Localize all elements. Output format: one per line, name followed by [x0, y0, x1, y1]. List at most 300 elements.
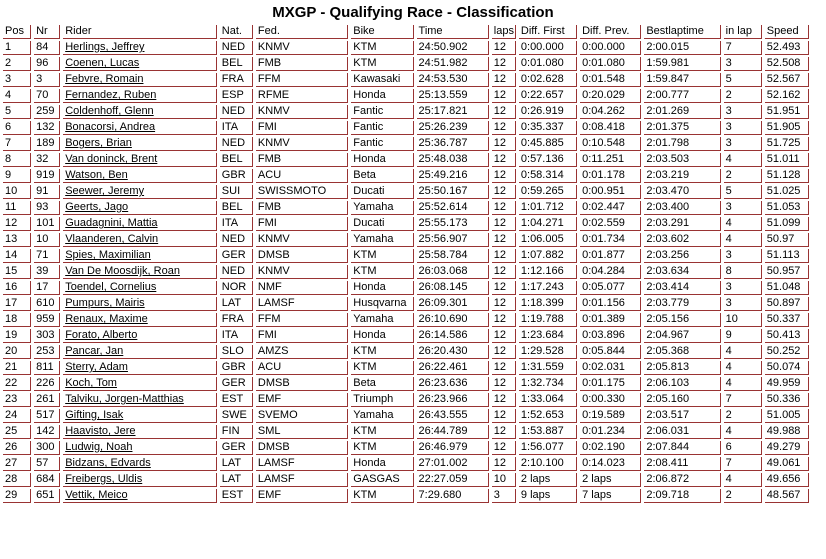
speed-cell: 52.162 [765, 89, 809, 103]
bestlaptime-cell: 2:06.103 [644, 377, 720, 391]
bike-cell: KTM [351, 489, 413, 503]
bike-cell: Husqvarna [351, 297, 413, 311]
speed-cell: 51.905 [765, 121, 809, 135]
table-row [3, 89, 809, 103]
col-header-diff-prev: Diff. Prev. [580, 25, 641, 39]
rider-link[interactable]: Sterry, Adam [63, 361, 217, 375]
rider-link[interactable]: Bidzans, Edvards [63, 457, 217, 471]
nr-cell: 189 [34, 137, 60, 151]
diff-prev-cell: 0:01.156 [580, 297, 641, 311]
pos-cell: 16 [3, 281, 31, 295]
speed-cell: 49.988 [765, 425, 809, 439]
diff-first-cell: 1:12.166 [519, 265, 577, 279]
laps-cell: 12 [492, 249, 516, 263]
bike-cell: Honda [351, 89, 413, 103]
diff-prev-cell: 7 laps [580, 489, 641, 503]
bestlaptime-cell: 2:03.470 [644, 185, 720, 199]
pos-cell: 24 [3, 409, 31, 423]
diff-prev-cell: 0:01.178 [580, 169, 641, 183]
rider-link[interactable]: Gifting, Isak [63, 409, 217, 423]
rider-link[interactable]: Pumpurs, Mairis [63, 297, 217, 311]
laps-cell: 12 [492, 361, 516, 375]
speed-cell: 50.252 [765, 345, 809, 359]
in-lap-cell: 3 [724, 281, 762, 295]
table-row [3, 73, 809, 87]
laps-cell: 10 [492, 473, 516, 487]
nat-cell: BEL [220, 201, 253, 215]
diff-first-cell: 0:35.337 [519, 121, 577, 135]
pos-cell: 1 [3, 41, 31, 55]
nr-cell: 300 [34, 441, 60, 455]
in-lap-cell: 4 [724, 425, 762, 439]
rider-link[interactable]: Fernandez, Ruben [63, 89, 217, 103]
col-header-pos: Pos [3, 25, 31, 39]
rider-link[interactable]: Forato, Alberto [63, 329, 217, 343]
nr-cell: 10 [34, 233, 60, 247]
speed-cell: 49.061 [765, 457, 809, 471]
diff-first-cell: 1:33.064 [519, 393, 577, 407]
time-cell: 25:49.216 [417, 169, 489, 183]
bike-cell: Honda [351, 457, 413, 471]
pos-cell: 21 [3, 361, 31, 375]
diff-prev-cell: 0:19.589 [580, 409, 641, 423]
rider-link[interactable]: Pancar, Jan [63, 345, 217, 359]
col-header-nat: Nat. [220, 25, 253, 39]
bestlaptime-cell: 2:03.779 [644, 297, 720, 311]
in-lap-cell: 2 [724, 489, 762, 503]
rider-link[interactable]: Vettik, Meico [63, 489, 217, 503]
nat-cell: EST [220, 489, 253, 503]
time-cell: 26:22.461 [417, 361, 489, 375]
nat-cell: BEL [220, 153, 253, 167]
laps-cell: 12 [492, 153, 516, 167]
fed-cell: SML [256, 425, 348, 439]
time-cell: 25:52.614 [417, 201, 489, 215]
speed-cell: 51.725 [765, 137, 809, 151]
nr-cell: 959 [34, 313, 60, 327]
bike-cell: Fantic [351, 137, 413, 151]
nat-cell: GER [220, 249, 253, 263]
results-body [3, 41, 809, 503]
laps-cell: 12 [492, 281, 516, 295]
bestlaptime-cell: 2:03.602 [644, 233, 720, 247]
in-lap-cell: 4 [724, 345, 762, 359]
nat-cell: NED [220, 265, 253, 279]
pos-cell: 4 [3, 89, 31, 103]
in-lap-cell: 3 [724, 249, 762, 263]
diff-prev-cell: 0:01.080 [580, 57, 641, 71]
table-row [3, 425, 809, 439]
time-cell: 25:13.559 [417, 89, 489, 103]
table-row [3, 217, 809, 231]
nat-cell: GER [220, 377, 253, 391]
bestlaptime-cell: 2:03.400 [644, 201, 720, 215]
speed-cell: 52.493 [765, 41, 809, 55]
table-row [3, 249, 809, 263]
fed-cell: FMB [256, 57, 348, 71]
bike-cell: KTM [351, 57, 413, 71]
table-row [3, 345, 809, 359]
fed-cell: LAMSF [256, 457, 348, 471]
nat-cell: FRA [220, 313, 253, 327]
bike-cell: Beta [351, 169, 413, 183]
nr-cell: 261 [34, 393, 60, 407]
speed-cell: 49.959 [765, 377, 809, 391]
diff-prev-cell: 0:02.190 [580, 441, 641, 455]
table-row [3, 41, 809, 55]
speed-cell: 51.011 [765, 153, 809, 167]
laps-cell: 12 [492, 121, 516, 135]
laps-cell: 12 [492, 217, 516, 231]
rider-link[interactable]: Febvre, Romain [63, 73, 217, 87]
laps-cell: 3 [492, 489, 516, 503]
bike-cell: Honda [351, 153, 413, 167]
time-cell: 26:08.145 [417, 281, 489, 295]
nat-cell: NOR [220, 281, 253, 295]
speed-cell: 50.897 [765, 297, 809, 311]
nr-cell: 303 [34, 329, 60, 343]
nr-cell: 517 [34, 409, 60, 423]
pos-cell: 12 [3, 217, 31, 231]
table-row [3, 265, 809, 279]
in-lap-cell: 4 [724, 377, 762, 391]
diff-first-cell: 1:32.734 [519, 377, 577, 391]
nat-cell: NED [220, 233, 253, 247]
diff-first-cell: 1:29.528 [519, 345, 577, 359]
diff-first-cell: 0:59.265 [519, 185, 577, 199]
fed-cell: DMSB [256, 441, 348, 455]
speed-cell: 50.957 [765, 265, 809, 279]
laps-cell: 12 [492, 329, 516, 343]
in-lap-cell: 2 [724, 89, 762, 103]
bestlaptime-cell: 2:03.634 [644, 265, 720, 279]
bike-cell: Yamaha [351, 313, 413, 327]
table-row [3, 313, 809, 327]
diff-first-cell: 9 laps [519, 489, 577, 503]
in-lap-cell: 4 [724, 233, 762, 247]
bike-cell: Kawasaki [351, 73, 413, 87]
rider-link[interactable]: Bogers, Brian [63, 137, 217, 151]
rider-link[interactable]: Guadagnini, Mattia [63, 217, 217, 231]
nr-cell: 32 [34, 153, 60, 167]
rider-link[interactable]: Renaux, Maxime [63, 313, 217, 327]
diff-prev-cell: 0:05.077 [580, 281, 641, 295]
laps-cell: 12 [492, 201, 516, 215]
rider-link[interactable]: Geerts, Jago [63, 201, 217, 215]
bike-cell: Honda [351, 281, 413, 295]
table-row [3, 201, 809, 215]
header-row [3, 25, 809, 39]
nr-cell: 93 [34, 201, 60, 215]
fed-cell: EMF [256, 489, 348, 503]
rider-link[interactable]: Vlaanderen, Calvin [63, 233, 217, 247]
laps-cell: 12 [492, 393, 516, 407]
fed-cell: ACU [256, 169, 348, 183]
rider-link[interactable]: Seewer, Jeremy [63, 185, 217, 199]
nr-cell: 142 [34, 425, 60, 439]
nat-cell: ITA [220, 217, 253, 231]
rider-link[interactable]: Coldenhoff, Glenn [63, 105, 217, 119]
nat-cell: NED [220, 105, 253, 119]
diff-prev-cell: 0:00.330 [580, 393, 641, 407]
nr-cell: 39 [34, 265, 60, 279]
in-lap-cell: 4 [724, 153, 762, 167]
nr-cell: 226 [34, 377, 60, 391]
rider-link[interactable]: Herlings, Jeffrey [63, 41, 217, 55]
rider-link[interactable]: Haavisto, Jere [63, 425, 217, 439]
bestlaptime-cell: 2:03.517 [644, 409, 720, 423]
col-header-bestlaptime: Bestlaptime [644, 25, 720, 39]
time-cell: 26:09.301 [417, 297, 489, 311]
diff-first-cell: 1:01.712 [519, 201, 577, 215]
col-header-laps: laps [493, 25, 514, 37]
pos-cell: 10 [3, 185, 31, 199]
diff-first-cell: 0:01.080 [519, 57, 577, 71]
pos-cell: 19 [3, 329, 31, 343]
bestlaptime-cell: 2:08.411 [644, 457, 720, 471]
time-cell: 27:01.002 [417, 457, 489, 471]
in-lap-cell: 7 [724, 393, 762, 407]
fed-cell: AMZS [256, 345, 348, 359]
bestlaptime-cell: 2:03.414 [644, 281, 720, 295]
speed-cell: 51.113 [765, 249, 809, 263]
laps-cell: 12 [492, 233, 516, 247]
diff-prev-cell: 0:01.548 [580, 73, 641, 87]
results-page [0, 4, 826, 505]
nr-cell: 71 [34, 249, 60, 263]
col-header-bike: Bike [351, 25, 413, 39]
bestlaptime-cell: 2:04.967 [644, 329, 720, 343]
diff-first-cell: 1:56.077 [519, 441, 577, 455]
speed-cell: 51.128 [765, 169, 809, 183]
fed-cell: ACU [256, 361, 348, 375]
fed-cell: SWISSMOTO [256, 185, 348, 199]
nat-cell: GER [220, 441, 253, 455]
in-lap-cell: 6 [724, 441, 762, 455]
bestlaptime-cell: 2:01.798 [644, 137, 720, 151]
time-cell: 26:23.966 [417, 393, 489, 407]
fed-cell: KNMV [256, 265, 348, 279]
bike-cell: KTM [351, 345, 413, 359]
pos-cell: 5 [3, 105, 31, 119]
speed-cell: 52.567 [765, 73, 809, 87]
rider-link[interactable]: Koch, Tom [63, 377, 217, 391]
in-lap-cell: 3 [724, 137, 762, 151]
time-cell: 26:44.789 [417, 425, 489, 439]
nat-cell: NED [220, 41, 253, 55]
nr-cell: 919 [34, 169, 60, 183]
diff-first-cell: 2 laps [519, 473, 577, 487]
diff-prev-cell: 0:03.896 [580, 329, 641, 343]
table-row [3, 185, 809, 199]
table-row [3, 409, 809, 423]
speed-cell: 50.336 [765, 393, 809, 407]
bike-cell: KTM [351, 425, 413, 439]
diff-prev-cell: 0:00.951 [580, 185, 641, 199]
rider-link[interactable]: Coenen, Lucas [63, 57, 217, 71]
speed-cell: 51.099 [765, 217, 809, 231]
laps-cell: 12 [492, 441, 516, 455]
laps-cell: 12 [492, 57, 516, 71]
fed-cell: KNMV [256, 137, 348, 151]
in-lap-cell: 4 [724, 361, 762, 375]
speed-cell: 50.97 [765, 233, 809, 247]
rider-link[interactable]: Spies, Maximilian [63, 249, 217, 263]
laps-cell: 12 [492, 169, 516, 183]
pos-cell: 22 [3, 377, 31, 391]
nat-cell: ITA [220, 121, 253, 135]
speed-cell: 51.048 [765, 281, 809, 295]
laps-cell: 12 [492, 345, 516, 359]
fed-cell: KNMV [256, 41, 348, 55]
fed-cell: FMB [256, 201, 348, 215]
diff-prev-cell: 0:02.031 [580, 361, 641, 375]
rider-link[interactable]: Toendel, Cornelius [63, 281, 217, 295]
nat-cell: SWE [220, 409, 253, 423]
col-header-time: Time [417, 25, 489, 39]
in-lap-cell: 7 [724, 457, 762, 471]
speed-cell: 51.053 [765, 201, 809, 215]
fed-cell: FFM [256, 73, 348, 87]
diff-first-cell: 1:07.882 [519, 249, 577, 263]
diff-first-cell: 1:04.271 [519, 217, 577, 231]
bike-cell: Triumph [351, 393, 413, 407]
table-row [3, 377, 809, 391]
bestlaptime-cell: 2:00.777 [644, 89, 720, 103]
fed-cell: FMI [256, 121, 348, 135]
speed-cell: 52.508 [765, 57, 809, 71]
diff-prev-cell: 0:02.447 [580, 201, 641, 215]
nr-cell: 651 [34, 489, 60, 503]
table-row [3, 57, 809, 71]
rider-link[interactable]: Ludwig, Noah [63, 441, 217, 455]
nr-cell: 96 [34, 57, 60, 71]
fed-cell: DMSB [256, 249, 348, 263]
table-row [3, 329, 809, 343]
bestlaptime-cell: 2:01.375 [644, 121, 720, 135]
time-cell: 24:53.530 [417, 73, 489, 87]
laps-cell: 12 [492, 313, 516, 327]
time-cell: 25:56.907 [417, 233, 489, 247]
pos-cell: 2 [3, 57, 31, 71]
in-lap-cell: 10 [724, 313, 762, 327]
diff-first-cell: 1:53.887 [519, 425, 577, 439]
laps-cell: 12 [492, 89, 516, 103]
rider-link[interactable]: Van doninck, Brent [63, 153, 217, 167]
speed-cell: 51.025 [765, 185, 809, 199]
time-cell: 25:17.821 [417, 105, 489, 119]
pos-cell: 27 [3, 457, 31, 471]
diff-prev-cell: 0:00.000 [580, 41, 641, 55]
laps-cell: 12 [492, 457, 516, 471]
bestlaptime-cell: 2:07.844 [644, 441, 720, 455]
diff-first-cell: 0:45.885 [519, 137, 577, 151]
laps-cell: 12 [492, 297, 516, 311]
nat-cell: GBR [220, 169, 253, 183]
table-row [3, 441, 809, 455]
pos-cell: 3 [3, 73, 31, 87]
diff-first-cell: 1:52.653 [519, 409, 577, 423]
diff-first-cell: 0:00.000 [519, 41, 577, 55]
diff-first-cell: 1:19.788 [519, 313, 577, 327]
pos-cell: 28 [3, 473, 31, 487]
time-cell: 24:50.902 [417, 41, 489, 55]
table-row [3, 137, 809, 151]
bike-cell: Ducati [351, 217, 413, 231]
pos-cell: 26 [3, 441, 31, 455]
fed-cell: NMF [256, 281, 348, 295]
nat-cell: LAT [220, 473, 253, 487]
in-lap-cell: 9 [724, 329, 762, 343]
col-header-rider: Rider [63, 25, 217, 39]
bestlaptime-cell: 2:03.503 [644, 153, 720, 167]
diff-prev-cell: 0:01.877 [580, 249, 641, 263]
in-lap-cell: 7 [724, 41, 762, 55]
laps-cell: 12 [492, 377, 516, 391]
pos-cell: 13 [3, 233, 31, 247]
bike-cell: Yamaha [351, 409, 413, 423]
in-lap-cell: 4 [724, 473, 762, 487]
diff-prev-cell: 0:11.251 [580, 153, 641, 167]
bestlaptime-cell: 2:03.219 [644, 169, 720, 183]
bestlaptime-cell: 1:59.981 [644, 57, 720, 71]
table-row [3, 153, 809, 167]
time-cell: 26:10.690 [417, 313, 489, 327]
bestlaptime-cell: 2:03.291 [644, 217, 720, 231]
in-lap-cell: 8 [724, 265, 762, 279]
rider-link[interactable]: Watson, Ben [63, 169, 217, 183]
bike-cell: Fantic [351, 121, 413, 135]
pos-cell: 23 [3, 393, 31, 407]
diff-prev-cell: 0:20.029 [580, 89, 641, 103]
nr-cell: 811 [34, 361, 60, 375]
table-row [3, 489, 809, 503]
bike-cell: KTM [351, 265, 413, 279]
time-cell: 25:55.173 [417, 217, 489, 231]
diff-prev-cell: 0:10.548 [580, 137, 641, 151]
diff-first-cell: 1:23.684 [519, 329, 577, 343]
table-row [3, 457, 809, 471]
diff-first-cell: 1:17.243 [519, 281, 577, 295]
bike-cell: Honda [351, 329, 413, 343]
fed-cell: FMB [256, 153, 348, 167]
table-row [3, 233, 809, 247]
speed-cell: 51.951 [765, 105, 809, 119]
rider-link[interactable]: Van De Moosdijk, Roan [63, 265, 217, 279]
bestlaptime-cell: 1:59.847 [644, 73, 720, 87]
diff-first-cell: 0:02.628 [519, 73, 577, 87]
diff-prev-cell: 0:14.023 [580, 457, 641, 471]
nr-cell: 132 [34, 121, 60, 135]
laps-cell: 12 [492, 105, 516, 119]
speed-cell: 50.413 [765, 329, 809, 343]
rider-link[interactable]: Freibergs, Uldis [63, 473, 217, 487]
bestlaptime-cell: 2:05.160 [644, 393, 720, 407]
pos-cell: 29 [3, 489, 31, 503]
time-cell: 25:58.784 [417, 249, 489, 263]
classification-table [0, 23, 812, 505]
diff-prev-cell: 0:01.734 [580, 233, 641, 247]
pos-cell: 17 [3, 297, 31, 311]
pos-cell: 7 [3, 137, 31, 151]
rider-link[interactable]: Talviku, Jorgen-Matthias [63, 393, 217, 407]
fed-cell: DMSB [256, 377, 348, 391]
diff-prev-cell: 0:02.559 [580, 217, 641, 231]
in-lap-cell: 3 [724, 57, 762, 71]
nat-cell: BEL [220, 57, 253, 71]
rider-link[interactable]: Bonacorsi, Andrea [63, 121, 217, 135]
nat-cell: FIN [220, 425, 253, 439]
